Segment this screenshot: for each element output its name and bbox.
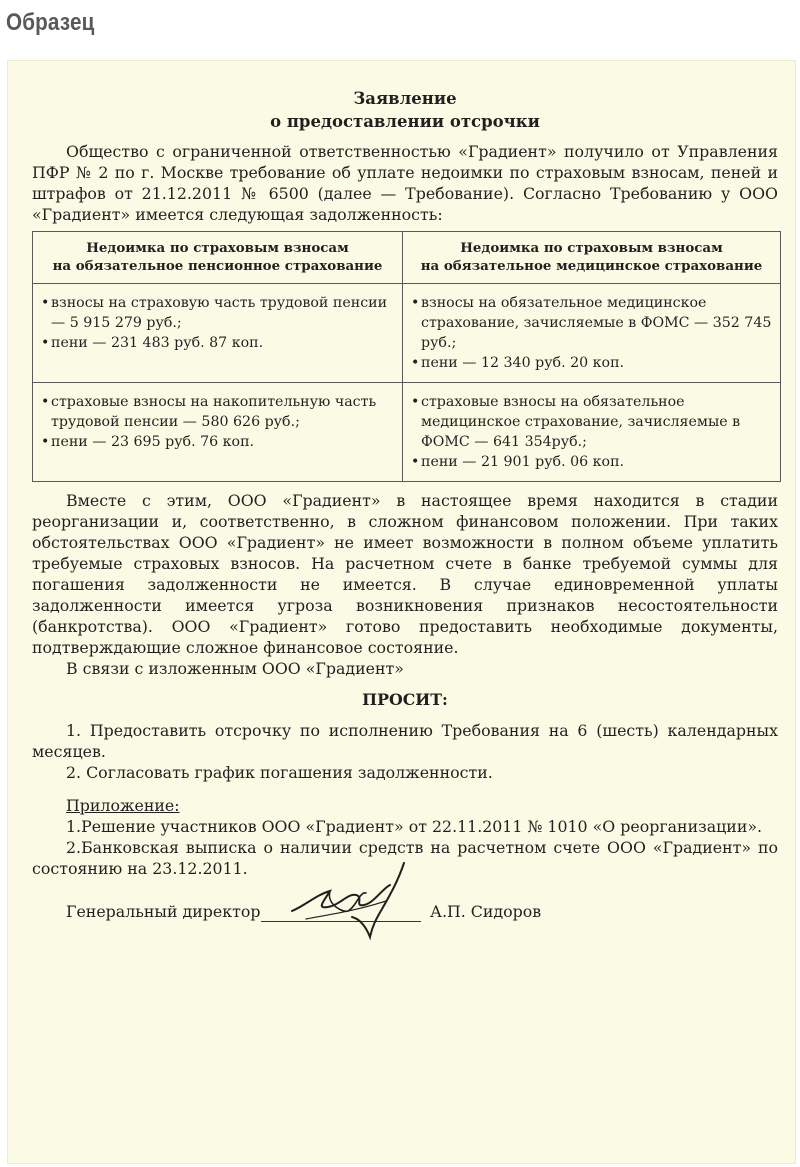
bullet-icon: • bbox=[411, 454, 420, 470]
bullet-icon: • bbox=[41, 295, 50, 311]
attachment-item-1: 1.Решение участников ООО «Градиент» от 22.11.2011 № 1010 «О реорганизации». bbox=[66, 817, 763, 836]
bullet-icon: • bbox=[411, 295, 420, 311]
situation-paragraph: Вместе с этим, ООО «Градиент» в настоящее время находится в стадии реорганизации и, соответственно, в сложном финансовом положении. При таких обстоятельствах ООО «Градиент» не имеет возможности в полном объеме уплатить требуемые страховых взносов. На расчетном счете в банке требуемой суммы для погашения задолженности не имеется. В случае единовременной уплаты задолженности имеется угроза возникновения признаков несостоятельности (банкротства). ООО «Градиент» готово предоставить необходимые документы, подтверждающие сложное финансовое состояние. bbox=[32, 491, 778, 657]
request-item-2: 2. Согласовать график погашения задолженности. bbox=[66, 763, 493, 782]
pension-penalties-funded: пени — 23 695 руб. 76 коп. bbox=[51, 434, 255, 450]
medical-penalties-foms: пени — 12 340 руб. 20 коп. bbox=[421, 355, 625, 371]
document-title-line-1: Заявление bbox=[353, 89, 457, 108]
header-medical-line-2: на обязательное медицинское страхование bbox=[420, 258, 763, 274]
request-item-1: 1. Предоставить отсрочку по исполнению Требования на 6 (шесть) календарных месяцев. bbox=[32, 721, 778, 761]
bullet-icon: • bbox=[411, 355, 420, 371]
document-content bbox=[32, 87, 778, 931]
signature-block bbox=[32, 887, 778, 931]
document-title-line-2: о предоставлении отсрочки bbox=[270, 112, 540, 131]
table-cell bbox=[403, 284, 781, 383]
medical-contributions-foms-2: страховые взносы на обязательное медицинское страхование, зачисляемые в ФОМС — 641 354руб.; bbox=[421, 394, 741, 450]
header-pension bbox=[33, 232, 403, 284]
medical-contributions-foms: взносы на обязательное медицинское страхование, зачисляемые в ФОМС — 352 745 руб.; bbox=[421, 295, 772, 351]
document-sheet bbox=[7, 60, 796, 1164]
table-cell bbox=[33, 383, 403, 482]
bullet-icon: • bbox=[411, 394, 420, 410]
in-connection-paragraph: В связи с изложенным ООО «Градиент» bbox=[66, 659, 404, 678]
table-cell bbox=[403, 383, 781, 482]
signatory-title: Генеральный директор bbox=[66, 902, 261, 921]
attachments-title: Приложение: bbox=[66, 796, 180, 815]
pension-penalties-insurance: пени — 231 483 руб. 87 коп. bbox=[51, 335, 264, 351]
header-medical bbox=[403, 232, 781, 284]
bullet-icon: • bbox=[41, 394, 50, 410]
sample-label: Образец bbox=[6, 9, 95, 36]
attachment-item-2: 2.Банковская выписка о наличии средств на расчетном счете ООО «Градиент» по состоянию на 23.12.2011. bbox=[32, 838, 778, 878]
debt-table-header-row bbox=[33, 232, 781, 284]
table-cell bbox=[33, 284, 403, 383]
request-list bbox=[32, 720, 778, 783]
header-medical-line-1: Недоимка по страховым взносам bbox=[460, 240, 723, 256]
bullet-icon: • bbox=[41, 434, 50, 450]
header-pension-line-1: Недоимка по страховым взносам bbox=[86, 240, 349, 256]
medical-penalties-foms-2: пени — 21 901 руб. 06 коп. bbox=[421, 454, 625, 470]
bullet-icon: • bbox=[41, 335, 50, 351]
request-heading: ПРОСИТ: bbox=[362, 690, 448, 709]
pension-contributions-insurance: взносы на страховую часть трудовой пенсии — 5 915 279 руб.; bbox=[51, 295, 388, 331]
debt-table bbox=[32, 231, 781, 482]
header-pension-line-2: на обязательное пенсионное страхование bbox=[52, 258, 383, 274]
table-row bbox=[33, 284, 781, 383]
pension-contributions-funded: страховые взносы на накопительную часть трудовой пенсии — 580 626 руб.; bbox=[51, 394, 377, 430]
signature-icon bbox=[286, 861, 416, 941]
intro-paragraph: Общество с ограниченной ответственностью «Градиент» получило от Управления ПФР № 2 по г. Москве требование об уплате недоимки по страховым взносам, пеней и штрафов от 21.12.2011 № 6500 (далее — Требование). Согласно Требованию у ООО «Градиент» имеется следующая задолженность: bbox=[32, 142, 778, 224]
table-row bbox=[33, 383, 781, 482]
signatory-name: А.П. Сидоров bbox=[430, 902, 542, 921]
